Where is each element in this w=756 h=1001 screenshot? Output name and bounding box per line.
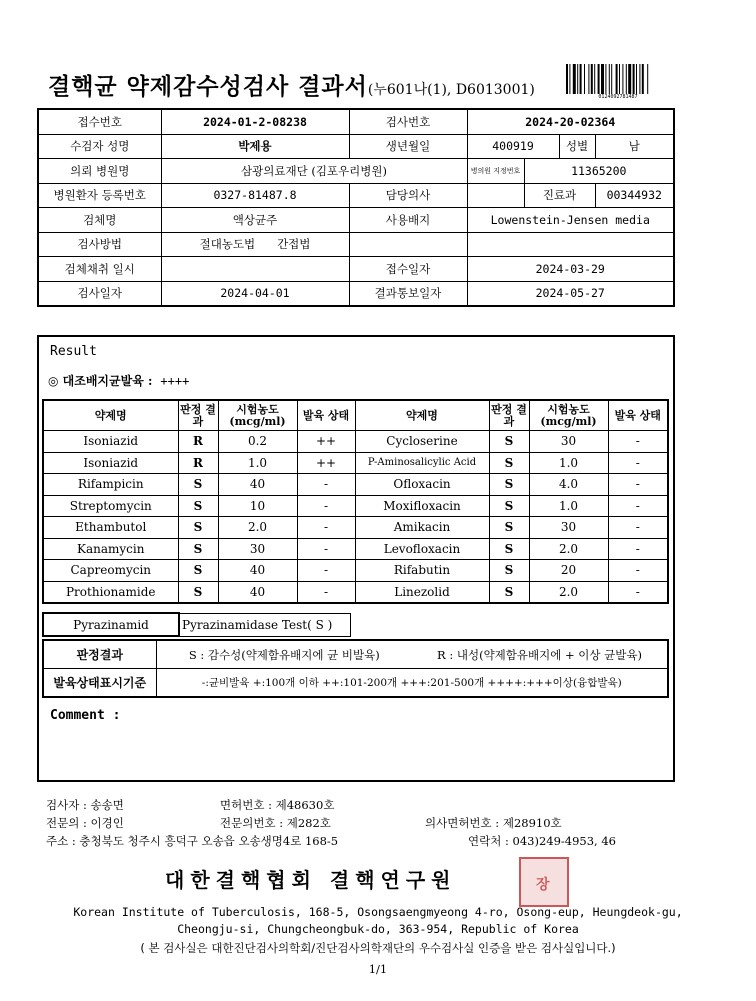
barcode-bar: [616, 64, 618, 94]
reported-date: 2024-05-27: [467, 281, 674, 306]
hospital: 삼광의료재단 (김포우리병원): [161, 159, 467, 184]
barcode-bar: [573, 64, 576, 94]
barcode-bar: [639, 64, 640, 94]
judge: S: [178, 517, 218, 539]
judge-legend-label: 판정결과: [43, 640, 156, 669]
reported-label: 결과통보일자: [349, 281, 467, 306]
sex: 남: [595, 134, 674, 159]
dob-label: 생년월일: [349, 134, 467, 159]
judge-legend-s: S : 감수성(약제함유배지에 균 비발육): [156, 640, 412, 669]
tested-date: 2024-04-01: [161, 281, 349, 306]
barcode-icon: [566, 64, 670, 94]
method-label: 검사방법: [38, 232, 161, 257]
result-heading: Result: [50, 344, 97, 359]
conc: 1.0: [529, 452, 608, 474]
medium: Lowenstein-Jensen media: [467, 208, 674, 233]
judge: S: [489, 581, 529, 603]
barcode-bar: [619, 64, 620, 94]
drug-name: Isoniazid: [43, 431, 178, 453]
drug-susceptibility-table: [42, 399, 669, 604]
document-codes: (누601나(1), D6013001): [367, 82, 535, 98]
table-row: [43, 452, 668, 474]
pyrazinamide-table: [42, 612, 351, 637]
barcode-bar: [580, 64, 582, 94]
judge: S: [178, 560, 218, 582]
growth: ++: [297, 452, 355, 474]
table-row: [43, 495, 668, 517]
seal-char: 장: [536, 877, 550, 893]
judge: S: [489, 452, 529, 474]
address-en-1: Korean Institute of Tuberculosis, 168-5, Osongsaengmyeong 4-ro, Osong-eup, Heungdeok-gu,: [73, 905, 683, 919]
dob: 400919: [467, 134, 559, 159]
conc: 30: [218, 538, 297, 560]
barcode-bar: [594, 64, 595, 94]
drug-name: Kanamycin: [43, 538, 178, 560]
conc: 0.2: [218, 431, 297, 453]
test-no-label: 검사번호: [349, 109, 467, 134]
doctor-license: 의사면허번호 : 제28910호: [425, 816, 562, 830]
tested-label: 검사일자: [38, 281, 161, 306]
growth: -: [297, 538, 355, 560]
col-growth: 발육 상태: [608, 400, 668, 431]
judge: S: [178, 495, 218, 517]
official-seal-icon: [519, 857, 569, 907]
col-judge: 판정 결과: [489, 400, 529, 431]
barcode-bar: [577, 64, 578, 94]
judge: S: [489, 474, 529, 496]
judge: S: [489, 495, 529, 517]
growth: -: [608, 517, 668, 539]
growth: -: [608, 560, 668, 582]
barcode-bar: [598, 64, 600, 94]
judge: S: [178, 538, 218, 560]
method: 절대농도법 간접법: [161, 232, 349, 257]
registration-label: 병원환자 등록번호: [38, 183, 161, 208]
dept-label: 진료과: [524, 183, 595, 208]
certification-note: ( 본 검사실은 대한진단검사의학회/진단검사의학재단의 우수검사실 인증을 받은 검사실입니다.): [140, 941, 616, 955]
control-colony-label: ◎ 대조배지균발육 :: [48, 374, 153, 388]
conc: 4.0: [529, 474, 608, 496]
conc: 2.0: [529, 538, 608, 560]
collect-label: 검체채취 일시: [38, 257, 161, 282]
barcode-bar: [591, 64, 593, 94]
table-row: [43, 538, 668, 560]
drug-name: Cycloserine: [355, 431, 489, 453]
specimen: 액상균주: [161, 208, 349, 233]
growth: -: [608, 581, 668, 603]
col-conc: 시험농도 (mcg/ml): [529, 400, 608, 431]
barcode-bar: [626, 64, 627, 94]
institute-name: 대한결핵협회 결핵연구원: [165, 868, 457, 892]
judge: S: [178, 474, 218, 496]
designation-label: 병의원 지정번호: [467, 159, 524, 184]
barcode-bar: [642, 64, 644, 94]
drug-name: Ofloxacin: [355, 474, 489, 496]
growth: -: [297, 495, 355, 517]
barcode-bar: [569, 64, 570, 94]
judge: S: [178, 581, 218, 603]
judge: S: [489, 538, 529, 560]
growth: -: [608, 452, 668, 474]
growth: -: [297, 560, 355, 582]
patient-info-table: [37, 108, 675, 307]
specialist-no: 전문의번호 : 제282호: [220, 816, 331, 830]
table-row: [43, 431, 668, 453]
pza-label: Pyrazinamid: [43, 613, 179, 636]
conc: 30: [529, 517, 608, 539]
doctor-label: 담당의사: [349, 183, 467, 208]
registration-no: 0327-81487.8: [161, 183, 349, 208]
growth: -: [608, 495, 668, 517]
col-judge: 판정 결과: [178, 400, 218, 431]
table-row: [43, 560, 668, 582]
legend-table: [42, 639, 669, 698]
document-title: 결핵균 약제감수성검사 결과서(누601나(1), D6013001): [48, 73, 535, 100]
conc: 40: [218, 474, 297, 496]
barcode-bar: [566, 64, 568, 94]
doctor: [467, 183, 524, 208]
drug-name: Rifampicin: [43, 474, 178, 496]
barcode-bar: [611, 64, 612, 94]
growth: -: [297, 581, 355, 603]
growth: -: [297, 517, 355, 539]
drug-name: Rifabutin: [355, 560, 489, 582]
judge: R: [178, 431, 218, 453]
drug-name: Prothionamide: [43, 581, 178, 603]
medium-label: 사용배지: [349, 208, 467, 233]
examiner-license: 면허번호 : 제48630호: [220, 798, 335, 812]
judge: S: [489, 560, 529, 582]
specialist: 전문의 : 이경인: [46, 816, 124, 830]
drug-name: Ethambutol: [43, 517, 178, 539]
barcode-bar: [584, 64, 585, 94]
conc: 30: [529, 431, 608, 453]
barcode-bar: [633, 64, 635, 94]
control-colony-value: ++++: [160, 374, 190, 388]
growth: -: [608, 538, 668, 560]
received-label: 접수일자: [349, 257, 467, 282]
specimen-label: 검체명: [38, 208, 161, 233]
judge: R: [178, 452, 218, 474]
barcode-bar: [601, 64, 604, 94]
judge: S: [489, 431, 529, 453]
patient-name: 박제용: [161, 134, 349, 159]
drug-name: Capreomycin: [43, 560, 178, 582]
examiner: 검사자 : 송송면: [46, 798, 124, 812]
pza-value: Pyrazinamidase Test( S ): [179, 613, 350, 636]
conc: 1.0: [218, 452, 297, 474]
growth: -: [297, 474, 355, 496]
growth: -: [608, 474, 668, 496]
collect-date: [161, 257, 349, 282]
barcode-bar: [636, 64, 637, 94]
page-number: 1/1: [368, 962, 388, 976]
growth: -: [608, 431, 668, 453]
drug-name: Isoniazid: [43, 452, 178, 474]
conc: 10: [218, 495, 297, 517]
barcode-bar: [609, 64, 610, 94]
barcode-number: 0124092781487: [598, 94, 638, 100]
sex-label: 성별: [559, 134, 595, 159]
growth-legend-label: 발육상태표시기준: [43, 669, 156, 698]
address-en-2: Cheongju-si, Chungcheongbuk-do, 363-954, Republic of Korea: [177, 922, 579, 936]
contact: 연락처 : 043)249-4953, 46: [468, 834, 616, 848]
table-row: [43, 517, 668, 539]
address-kr: 주소 : 충청북도 청주시 흥덕구 오송읍 오송생명4로 168-5: [46, 834, 339, 848]
received-date: 2024-03-29: [467, 257, 674, 282]
control-colony: [48, 372, 189, 389]
designation-no: 11365200: [524, 159, 674, 184]
table-row: [43, 474, 668, 496]
judge: S: [489, 517, 529, 539]
conc: 2.0: [529, 581, 608, 603]
conc: 2.0: [218, 517, 297, 539]
barcode-bar: [647, 64, 648, 94]
receipt-no: 2024-01-2-08238: [161, 109, 349, 134]
dept: 00344932: [595, 183, 674, 208]
barcode-bar: [588, 64, 589, 94]
col-drug: 약제명: [355, 400, 489, 431]
hospital-label: 의뢰 병원명: [38, 159, 161, 184]
drug-name: P-Aminosalicylic Acid: [355, 452, 489, 474]
conc: 20: [529, 560, 608, 582]
receipt-no-label: 접수번호: [38, 109, 161, 134]
conc: 1.0: [529, 495, 608, 517]
drug-name: Linezolid: [355, 581, 489, 603]
col-conc: 시험농도 (mcg/ml): [218, 400, 297, 431]
growth-legend-text: -:균비발육 +:100개 이하 ++:101-200개 +++:201-500개 ++++:+++이상(융합발육): [156, 669, 668, 698]
conc: 40: [218, 560, 297, 582]
barcode-bar: [605, 64, 606, 94]
drug-name: Amikacin: [355, 517, 489, 539]
judge-legend-r: R : 내성(약제함유배지에 + 이상 균발육): [412, 640, 668, 669]
col-drug: 약제명: [43, 400, 178, 431]
table-row: [43, 581, 668, 603]
conc: 40: [218, 581, 297, 603]
col-growth: 발육 상태: [297, 400, 355, 431]
barcode-bar: [628, 64, 631, 94]
test-no: 2024-20-02364: [467, 109, 674, 134]
drug-name: Moxifloxacin: [355, 495, 489, 517]
barcode-bar: [622, 64, 623, 94]
growth: ++: [297, 431, 355, 453]
drug-name: Streptomycin: [43, 495, 178, 517]
comment-label: Comment :: [50, 708, 121, 723]
patient-label: 수검자 성명: [38, 134, 161, 159]
drug-name: Levofloxacin: [355, 538, 489, 560]
